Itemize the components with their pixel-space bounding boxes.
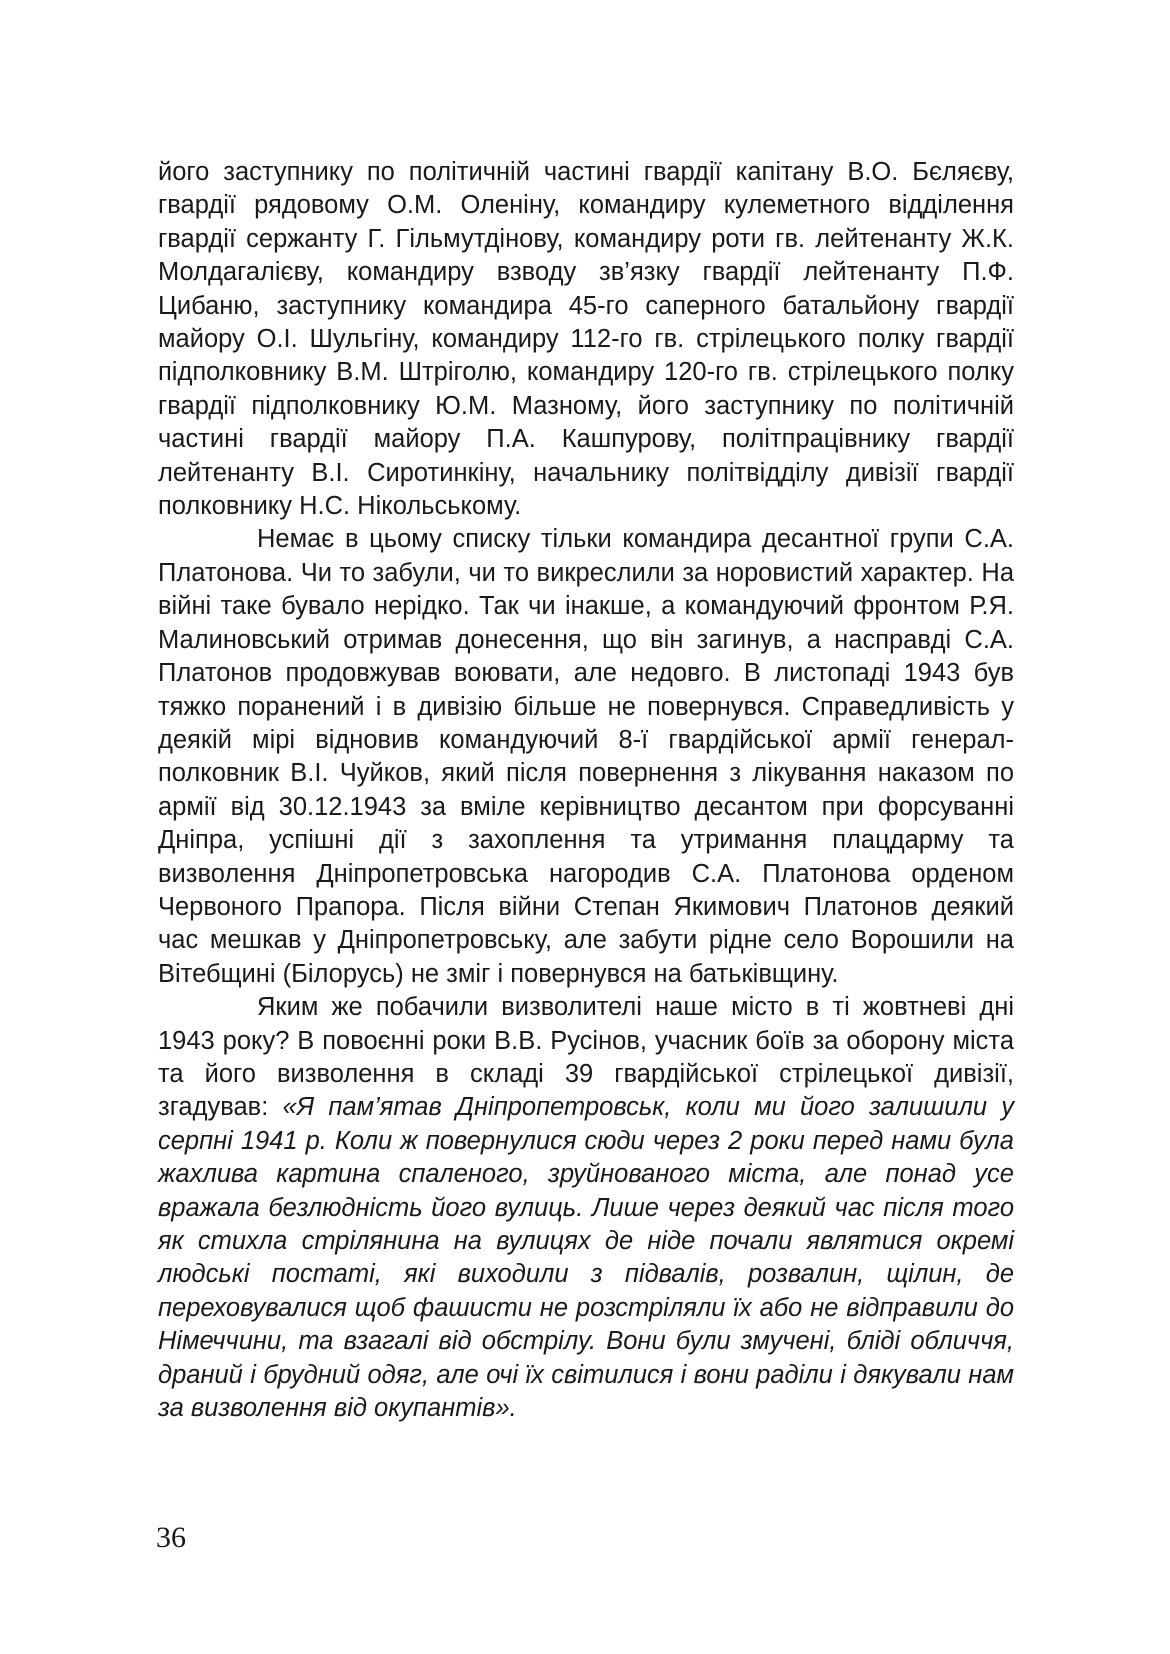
memoir-quote: «Я пам’ятав Дніпропетровськ, коли ми його залишили у серпні 1941 р. Коли ж повернулися сюди через 2 роки перед нами була жахлива картина спаленого, зруйнованого міста, але понад усе вражала безлюдність його вулиць. Лише через деякий час після того як стихла стрілянина на вулицях де ніде почали являтися окремі людські постаті, які виходили з підвалів, розвалин, щілин, де переховувалися щоб фашисти не розстріляли їх або не відправили до Німеччини, та взагалі від обстрілу. Вони були змучені, бліді обличчя, драний і брудний одяг, але очі їх світилися і вони раділи і дякували нам за визволення від окупантів». [158,1093,1014,1423]
paragraph-3-text: Яким же побачили визволителі наше місто в ті жовтневі дні 1943 року? В повоєнні роки В.В. Русінов, учасник боїв за оборону міста та його визволення в складі 39 гвардійської стрілецької дивізії, згадував: [158,993,1014,1122]
page-number: 36 [156,1521,186,1554]
paragraph-liberators-memoir [158,991,1014,1425]
paragraph-awardees-list [158,156,1014,523]
paragraph-platonov [158,523,1014,991]
paragraph-1-text: його заступнику по політичній частині гвардії капітану В.О. Бєляєву, гвардії рядовому О.М. Оленіну, командиру кулеметного відділення гвардії сержанту Г. Гільмутдінову, командиру роти гв. лейтенанту Ж.К. Молдагалієву, командиру взводу зв’язку гвардії лейтенанту П.Ф. Цибаню, заступнику командира 45-го саперного батальйону гвардії майору О.І. Шульгіну, командиру 112-го гв. стрілецького полку гвардії підполковнику В.М. Штріголю, командиру 120-го гв. стрілецького полку гвардії підполковнику Ю.М. Мазному, його заступнику по політичній частині гвардії майору П.А. Кашпурову, політпрацівнику гвардії лейтенанту В.І. Сиротинкіну, начальнику політвідділу дивізії гвардії полковнику Н.С. Нікольському. [158,158,1014,521]
body-text [158,156,1014,1425]
paragraph-2-text: Немає в цьому списку тільки командира десантної групи С.А. Платонова. Чи то забули, чи то викреслили за норовистий характер. На війні таке бувало нерідко. Так чи інакше, а командуючий фронтом Р.Я. Малиновський отримав донесення, що він загинув, а насправді С.А. Платонов продовжував воювати, але недовго. В листопаді 1943 був тяжко поранений і в дивізію більше не повернувся. Справедливість у деякій мірі відновив командуючий 8-ї гвардійської армії генерал-полковник В.І. Чуйков, який після повернення з лікування наказом по армії від 30.12.1943 за вміле керівництво десантом при форсуванні Дніпра, успішні дії з захоплення та утримання плацдарму та визволення Дніпропетровська нагородив С.А. Платонова орденом Червоного Прапора. Після війни Степан Якимович Платонов деякий час мешкав у Дніпропетровську, але забути рідне село Ворошили на Вітебщині (Білорусь) не зміг і повернувся на батьківщину. [158,525,1014,988]
